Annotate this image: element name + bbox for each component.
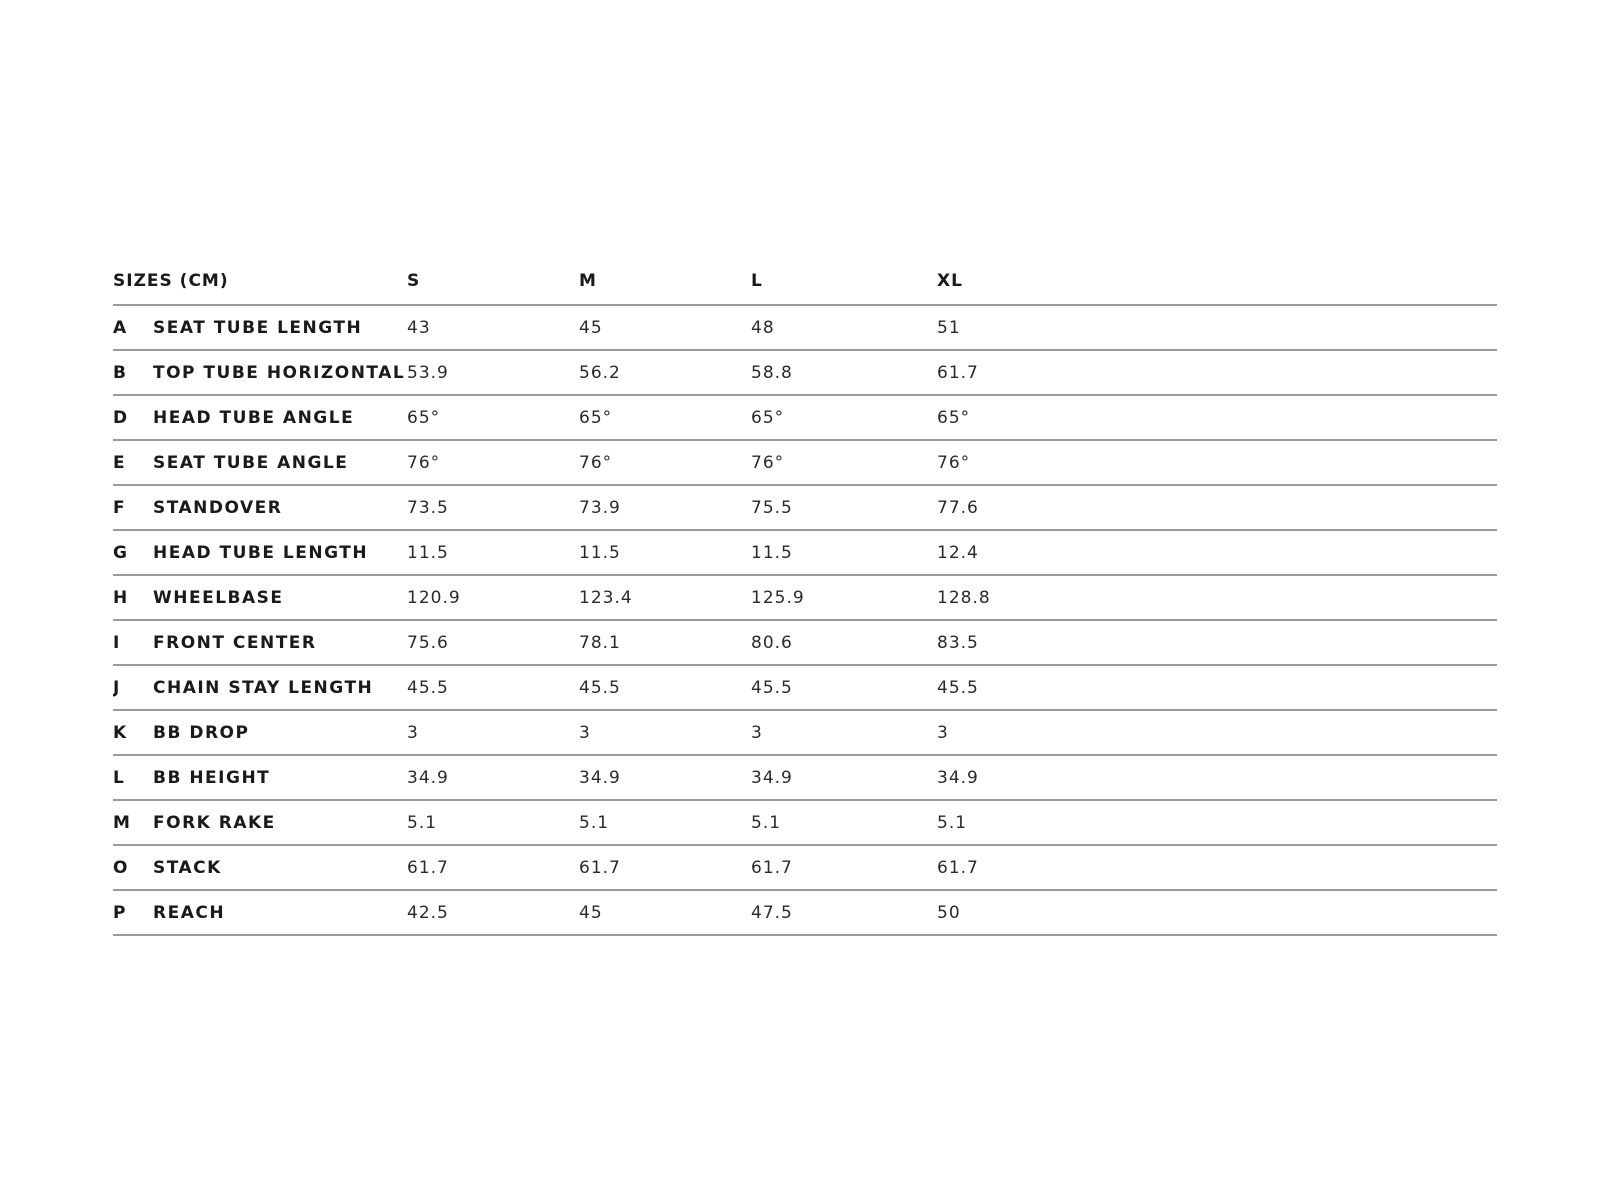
value-s: 45.5 (407, 665, 579, 710)
value-xl: 128.8 (937, 575, 1497, 620)
value-xl: 61.7 (937, 350, 1497, 395)
value-l: 75.5 (751, 485, 937, 530)
value-l: 5.1 (751, 800, 937, 845)
value-xl: 45.5 (937, 665, 1497, 710)
table-row (113, 710, 1497, 755)
value-s: 43 (407, 305, 579, 350)
value-s: 120.9 (407, 575, 579, 620)
value-s: 11.5 (407, 530, 579, 575)
size-header-l: L (751, 258, 937, 305)
value-s: 76° (407, 440, 579, 485)
row-letter: E (113, 440, 153, 485)
row-label: SEAT TUBE LENGTH (153, 305, 407, 350)
value-xl: 34.9 (937, 755, 1497, 800)
header-row (113, 258, 1497, 305)
table-row (113, 755, 1497, 800)
row-label: REACH (153, 890, 407, 935)
table-row (113, 890, 1497, 935)
value-xl: 77.6 (937, 485, 1497, 530)
value-l: 34.9 (751, 755, 937, 800)
value-xl: 61.7 (937, 845, 1497, 890)
value-m: 78.1 (579, 620, 751, 665)
value-s: 73.5 (407, 485, 579, 530)
value-l: 65° (751, 395, 937, 440)
row-label: WHEELBASE (153, 575, 407, 620)
table-header (113, 258, 1497, 305)
row-letter: J (113, 665, 153, 710)
value-l: 58.8 (751, 350, 937, 395)
value-m: 45 (579, 305, 751, 350)
value-xl: 3 (937, 710, 1497, 755)
row-letter: L (113, 755, 153, 800)
value-s: 42.5 (407, 890, 579, 935)
value-s: 61.7 (407, 845, 579, 890)
value-m: 45.5 (579, 665, 751, 710)
value-xl: 51 (937, 305, 1497, 350)
value-l: 48 (751, 305, 937, 350)
value-m: 11.5 (579, 530, 751, 575)
value-l: 11.5 (751, 530, 937, 575)
row-label: CHAIN STAY LENGTH (153, 665, 407, 710)
value-s: 53.9 (407, 350, 579, 395)
value-xl: 65° (937, 395, 1497, 440)
row-label: BB HEIGHT (153, 755, 407, 800)
size-header-m: M (579, 258, 751, 305)
value-m: 76° (579, 440, 751, 485)
row-letter: B (113, 350, 153, 395)
row-letter: D (113, 395, 153, 440)
value-m: 65° (579, 395, 751, 440)
table-row (113, 485, 1497, 530)
value-m: 5.1 (579, 800, 751, 845)
table-row (113, 350, 1497, 395)
row-letter: G (113, 530, 153, 575)
size-header-xl: XL (937, 258, 1497, 305)
value-m: 45 (579, 890, 751, 935)
table-row (113, 305, 1497, 350)
sizes-label: SIZES (CM) (113, 258, 407, 305)
value-xl: 76° (937, 440, 1497, 485)
table-body (113, 305, 1497, 935)
value-s: 3 (407, 710, 579, 755)
value-l: 3 (751, 710, 937, 755)
value-s: 75.6 (407, 620, 579, 665)
value-m: 56.2 (579, 350, 751, 395)
row-label: HEAD TUBE ANGLE (153, 395, 407, 440)
value-xl: 12.4 (937, 530, 1497, 575)
value-l: 61.7 (751, 845, 937, 890)
value-xl: 50 (937, 890, 1497, 935)
row-letter: P (113, 890, 153, 935)
row-letter: O (113, 845, 153, 890)
value-m: 61.7 (579, 845, 751, 890)
value-m: 123.4 (579, 575, 751, 620)
row-letter: H (113, 575, 153, 620)
table-row (113, 395, 1497, 440)
table-row (113, 440, 1497, 485)
value-l: 45.5 (751, 665, 937, 710)
table-row (113, 845, 1497, 890)
table-row (113, 800, 1497, 845)
row-label: FORK RAKE (153, 800, 407, 845)
value-m: 34.9 (579, 755, 751, 800)
row-label: HEAD TUBE LENGTH (153, 530, 407, 575)
row-label: FRONT CENTER (153, 620, 407, 665)
value-m: 73.9 (579, 485, 751, 530)
table-row (113, 530, 1497, 575)
row-letter: A (113, 305, 153, 350)
row-letter: M (113, 800, 153, 845)
row-label: STANDOVER (153, 485, 407, 530)
value-l: 47.5 (751, 890, 937, 935)
row-label: STACK (153, 845, 407, 890)
value-l: 80.6 (751, 620, 937, 665)
table-row (113, 620, 1497, 665)
row-letter: F (113, 485, 153, 530)
row-letter: I (113, 620, 153, 665)
value-l: 76° (751, 440, 937, 485)
geometry-table (113, 258, 1497, 936)
table-row (113, 665, 1497, 710)
row-letter: K (113, 710, 153, 755)
value-l: 125.9 (751, 575, 937, 620)
value-xl: 5.1 (937, 800, 1497, 845)
row-label: BB DROP (153, 710, 407, 755)
value-s: 65° (407, 395, 579, 440)
value-s: 34.9 (407, 755, 579, 800)
size-header-s: S (407, 258, 579, 305)
row-label: TOP TUBE HORIZONTAL (153, 350, 407, 395)
row-label: SEAT TUBE ANGLE (153, 440, 407, 485)
value-m: 3 (579, 710, 751, 755)
value-xl: 83.5 (937, 620, 1497, 665)
table-row (113, 575, 1497, 620)
value-s: 5.1 (407, 800, 579, 845)
